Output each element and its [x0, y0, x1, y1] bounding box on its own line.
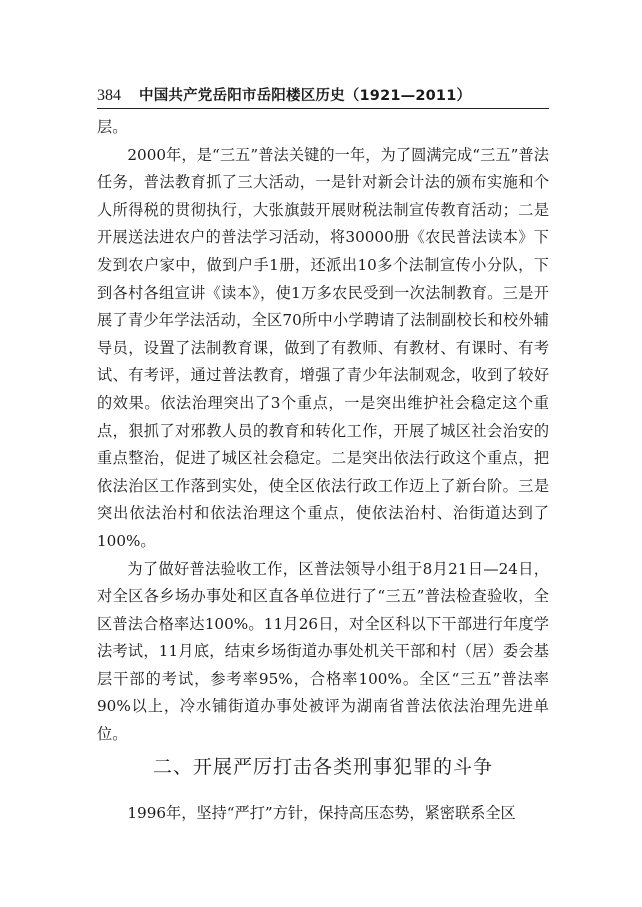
header-rule: [97, 108, 549, 109]
paragraph-inspection: 为了做好普法验收工作，区普法领导小组于8月21日—24日，对全区各乡场办事处和区直各单位进行了“三五”普法检查验收，全区普法合格率达100%。11月26日，对全区科以下干部进行年度学法考试，11月底，结束乡场街道办事处机关干部和村（居）委会基层干部的考试，参考率95%，合格率100%。全区“三五”普法率90%以上，冷水铺街道办事处被评为湖南省普法依法治理先进单位。: [97, 559, 549, 744]
book-title: 中国共产党岳阳市岳阳楼区历史（1921—2011）: [139, 88, 472, 104]
section-heading: 二、开展严厉打击各类刑事犯罪的斗争: [152, 756, 493, 778]
paragraph-continuation: 层。: [97, 118, 128, 136]
page-number: 384: [97, 87, 121, 104]
running-header: [97, 84, 549, 108]
paragraph-1996: 1996年，坚持“严打”方针，保持高压态势，紧密联系全区: [127, 804, 516, 822]
paragraph-2000-campaign: 2000年，是“三五”普法关键的一年，为了圆满完成“三五”普法任务，普法教育抓了三大活动，一是针对新会计法的颁布实施和个人所得税的贯彻执行，大张旗鼓开展财税法制宣传教育活动；二是开展送法进农户的普法学习活动，将30000册《农民普法读本》下发到农户家中，做到户手1册，还派出10多个法制宣传小分队，下到各村各组宣讲《读本》，使1万多农民受到一次法制教育。三是开展了青少年学法活动，全区70所中小学聘请了法制副校长和校外辅导员，设置了法制教育课，做到了有教师、有教材、有课时、有考试、有考评，通过普法教育，增强了青少年法制观念，收到了较好的效果。依法治理突出了3个重点，一是突出维护社会稳定这个重点，狠抓了对邪教人员的教育和转化工作，开展了城区社会治安的重点整治，促进了城区社会稳定。二是突出依法行政这个重点，把依法治区工作落到实处，使全区依法行政工作迈上了新台阶。三是突出依法治村和依法治理这个重点，使依法治村、治街道达到了100%。: [97, 145, 549, 550]
body-text: [97, 114, 549, 749]
